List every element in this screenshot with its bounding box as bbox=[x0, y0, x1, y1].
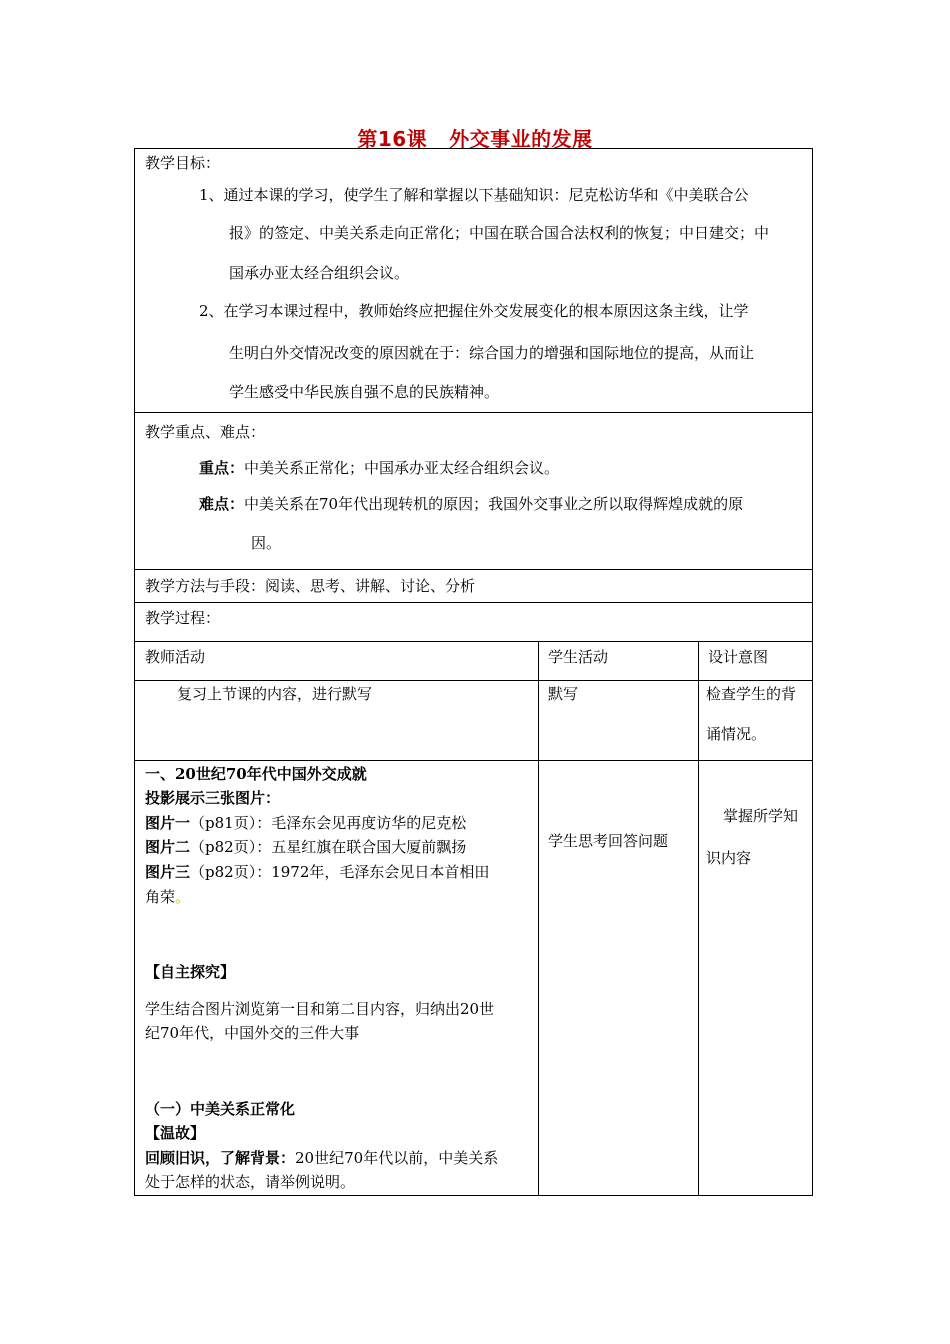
objectives-heading: 教学目标： bbox=[145, 154, 221, 172]
objective-2-line-2: 生明白外交情况改变的原因就在于：综合国力的增强和国际地位的提高，从而让 bbox=[229, 344, 755, 362]
row2-intent-line-1: 掌握所学知 bbox=[723, 807, 799, 825]
objective-2-line-3: 学生感受中华民族自强不息的民族精神。 bbox=[229, 383, 500, 401]
review-line-2: 处于怎样的状态，请举例说明。 bbox=[145, 1173, 356, 1191]
picture-1: 图片一（p81页）：毛泽东会见再度访华的尼克松 bbox=[145, 814, 467, 832]
objectives-section bbox=[134, 148, 813, 413]
objective-1-line-1: 1、通过本课的学习，使学生了解和掌握以下基础知识：尼克松访华和《中美联合公 bbox=[199, 186, 749, 204]
explore-line-2: 纪70年代，中国外交的三件大事 bbox=[145, 1024, 360, 1042]
table-header-row bbox=[134, 641, 813, 681]
picture-2: 图片二（p82页）：五星红旗在联合国大厦前飘扬 bbox=[145, 838, 467, 856]
section-heading: 一、20世纪70年代中国外交成就 bbox=[145, 765, 367, 783]
picture-3-continued: 角荣。 bbox=[145, 888, 191, 906]
row1-intent-line-1: 检查学生的背 bbox=[706, 685, 797, 703]
key-points-heading: 教学重点、难点： bbox=[145, 423, 266, 441]
process-heading: 教学过程： bbox=[145, 609, 221, 627]
header-student-activity: 学生活动 bbox=[548, 648, 609, 666]
review-line-1: 回顾旧识，了解背景：20世纪70年代以前，中美关系 bbox=[145, 1149, 499, 1167]
table-row-review bbox=[134, 680, 813, 761]
explore-line-1: 学生结合图片浏览第一目和第二目内容，归纳出20世 bbox=[145, 1000, 495, 1018]
difficulty-line-1: 难点：中美关系在70年代出现转机的原因；我国外交事业之所以取得辉煌成就的原 bbox=[199, 495, 744, 513]
key-points-section bbox=[134, 412, 813, 570]
column-divider bbox=[538, 681, 539, 760]
column-divider bbox=[698, 642, 699, 680]
header-design-intent: 设计意图 bbox=[708, 648, 769, 666]
row1-student: 默写 bbox=[548, 685, 579, 703]
methods-section bbox=[134, 569, 813, 603]
picture-3: 图片三（p82页）：1972年，毛泽东会见日本首相田 bbox=[145, 863, 490, 881]
row2-student: 学生思考回答问题 bbox=[548, 832, 669, 850]
row2-intent-line-2: 识内容 bbox=[706, 849, 752, 867]
row1-intent-line-2: 诵情况。 bbox=[706, 725, 767, 743]
header-teacher-activity: 教师活动 bbox=[145, 648, 206, 666]
table-row-achievements bbox=[134, 760, 813, 1196]
process-heading-section bbox=[134, 602, 813, 642]
difficulty-line-2: 因。 bbox=[251, 534, 282, 552]
objective-1-line-3: 国承办亚太经合组织会议。 bbox=[229, 264, 410, 282]
column-divider bbox=[698, 761, 699, 1195]
show-pictures-label: 投影展示三张图片： bbox=[145, 789, 281, 807]
objective-1-line-2: 报》的签定、中美关系走向正常化；中国在联合国合法权利的恢复；中日建交；中 bbox=[229, 224, 770, 242]
column-divider bbox=[538, 642, 539, 680]
methods-text: 教学方法与手段：阅读、思考、讲解、讨论、分析 bbox=[145, 577, 476, 595]
subsection-heading: （一）中美关系正常化 bbox=[145, 1100, 296, 1118]
page-title: 第16课 外交事业的发展 bbox=[357, 127, 593, 151]
column-divider bbox=[698, 681, 699, 760]
focus-line: 重点：中美关系正常化；中国承办亚太经合组织会议。 bbox=[199, 459, 560, 477]
objective-2-line-1: 2、在学习本课过程中，教师始终应把握住外交发展变化的根本原因这条主线，让学 bbox=[199, 302, 749, 320]
review-heading: 【温故】 bbox=[145, 1124, 206, 1142]
column-divider bbox=[538, 761, 539, 1195]
explore-heading: 【自主探究】 bbox=[145, 963, 236, 981]
row1-teacher: 复习上节课的内容，进行默写 bbox=[177, 685, 373, 703]
